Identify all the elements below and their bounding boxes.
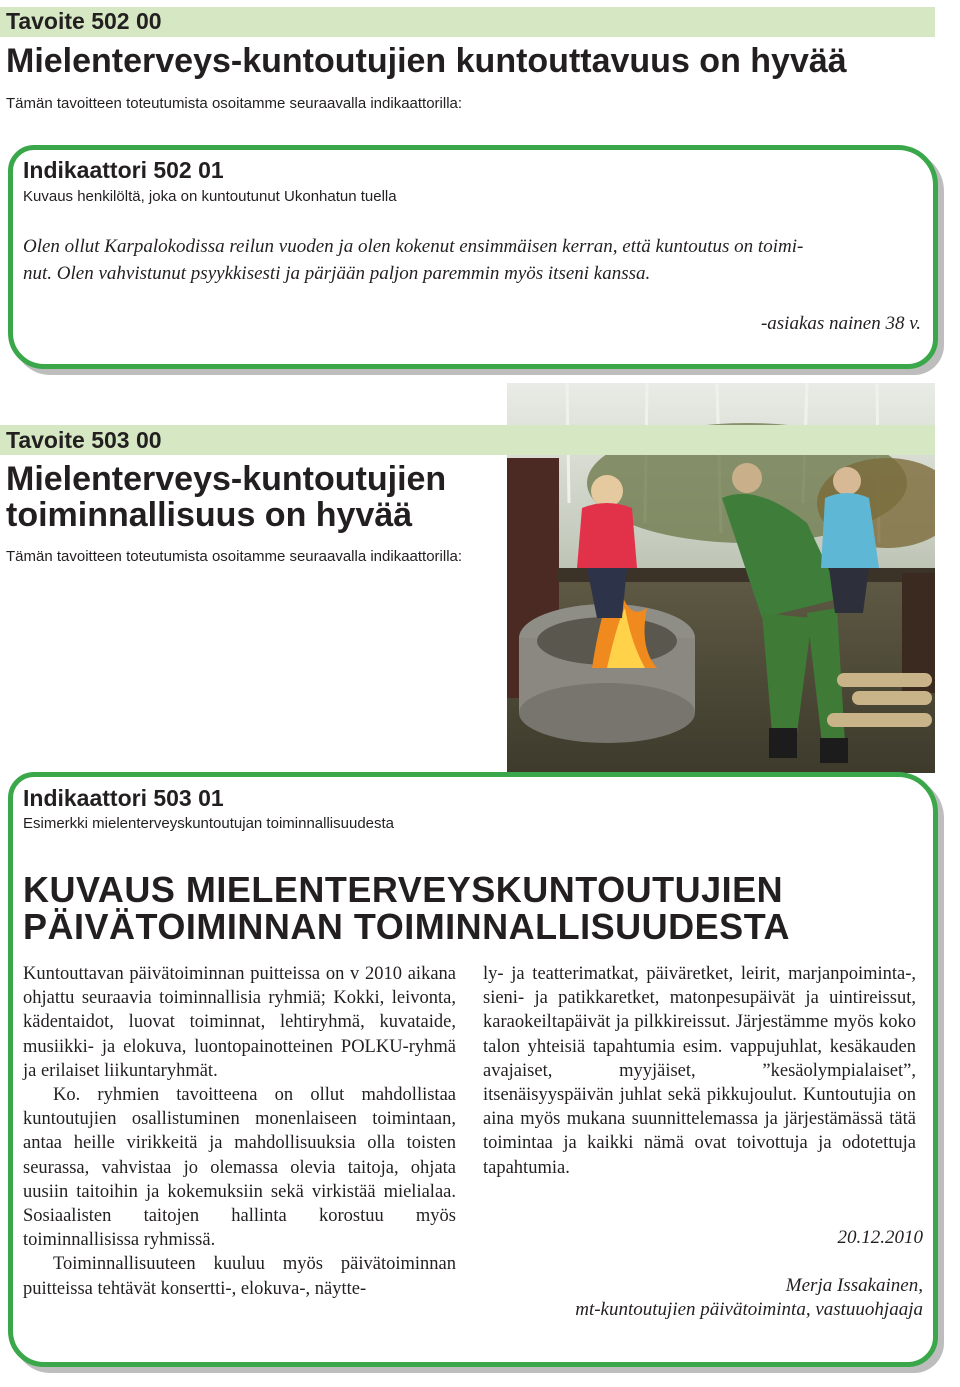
goal-intro-503: Tämän tavoitteen toteutumista osoitamme seuraavalla indikaattorilla: [6,548,463,565]
goal-intro-502: Tämän tavoitteen toteutumista osoitamme seuraavalla indikaattorilla: [6,95,463,112]
section-heading-line-1: KUVAUS MIELENTERVEYSKUNTOUTUJIEN [23,869,784,910]
goal-title-503-line-1: Mielenterveys-kuntoutujien [6,460,447,498]
indicator-title-502: Indikaattori 502 01 [23,157,224,183]
document-date: 20.12.2010 [837,1227,923,1248]
right-paragraph: ly- ja teatterimatkat, päiväretket, leirit, marjanpoiminta-, sieni- ja patikkaretket, matonpesupäivät ja uintireissut, karaokeiltapäivät ja pilkkireissut. Järjestämme myös koko talon yhteisiä tapahtumia esim. vappujuhlat, kesäkauden avajaiset, myyjäiset, ”kesäolympialaiset”, itsenäisyyspäivän juhlat sekä pikkujoulut. Kuntoutujia on aina myös mukana suunnittelemassa ja järjestämässä tätä toimintaa ja kaikki nämä ovat toivottuja ja odotettuja tapahtumia. [483,964,916,1178]
quote-line-1: Olen ollut Karpalokodissa reilun vuoden ja olen kokenut ensimmäisen kerran, että kuntoutus on toimi- [23,236,804,257]
left-paragraph-1: Kuntouttavan päivätoiminnan puitteissa on v 2010 aikana ohjattu seuraavia toiminnallisia ryhmiä; Kokki, leivonta, kädentaidot, luovat toiminnat, lehtiryhmä, kuvataide, musiikki- ja elokuva, luontopainotteinen POLKU-ryhmä ja erilaiset liikuntaryhmät. [23,964,456,1081]
client-quote [23,233,923,287]
left-paragraph-3: Toiminnallisuuteen kuuluu myös päivätoiminnan puitteissa tehtävät konsertti-, elokuva-, näytte- [23,1254,456,1299]
indicator-desc-502: Kuvaus henkilöltä, joka on kuntoutunut Ukonhatun tuella [23,188,397,205]
quote-signature: -asiakas nainen 38 v. [760,313,921,334]
goal-title-503 [6,461,446,533]
indicator-card-503 [8,772,938,1367]
goal-label-503: Tavoite 503 00 [6,427,162,453]
left-paragraph-2: Ko. ryhmien tavoitteena on ollut mahdollistaa kuntoutujien osallistuminen monenlaiseen toimintaan, antaa heille virikkeitä ja mahdollisuuksia olla toisten seurassa, vahvistaa jo olemassa olevia taitoja, ohjata uusiin taitoihin ja kokemuksiin sekä virkistää mielialaa. Sosiaalisten taitojen hallinta korostuu myös toiminnallisissa ryhmissä. [23,1085,456,1251]
indicator-desc-503: Esimerkki mielenterveyskuntoutujan toiminnallisuudesta [23,815,395,832]
goal-title-503-line-2: toiminnallisuus on hyvää [6,496,413,534]
author-role: mt-kuntoutujien päivätoiminta, vastuuohjaaja [575,1299,923,1320]
section-heading [23,871,790,945]
goal-title-502: Mielenterveys-kuntoutujien kuntouttavuus on hyvää [6,42,847,80]
author-name: Merja Issakainen, [785,1275,923,1296]
indicator-card-502 [8,145,938,369]
indicator-title-503: Indikaattori 503 01 [23,785,224,811]
section-heading-line-2: PÄIVÄTOIMINNAN TOIMINNALLISUUDESTA [23,906,791,947]
goal-label-502: Tavoite 502 00 [6,8,162,34]
quote-line-2: nut. Olen vahvistunut psyykkisesti ja pärjään paljon paremmin myös itseni kanssa. [23,263,651,284]
body-column-right [483,962,916,1180]
body-column-left [23,962,456,1301]
